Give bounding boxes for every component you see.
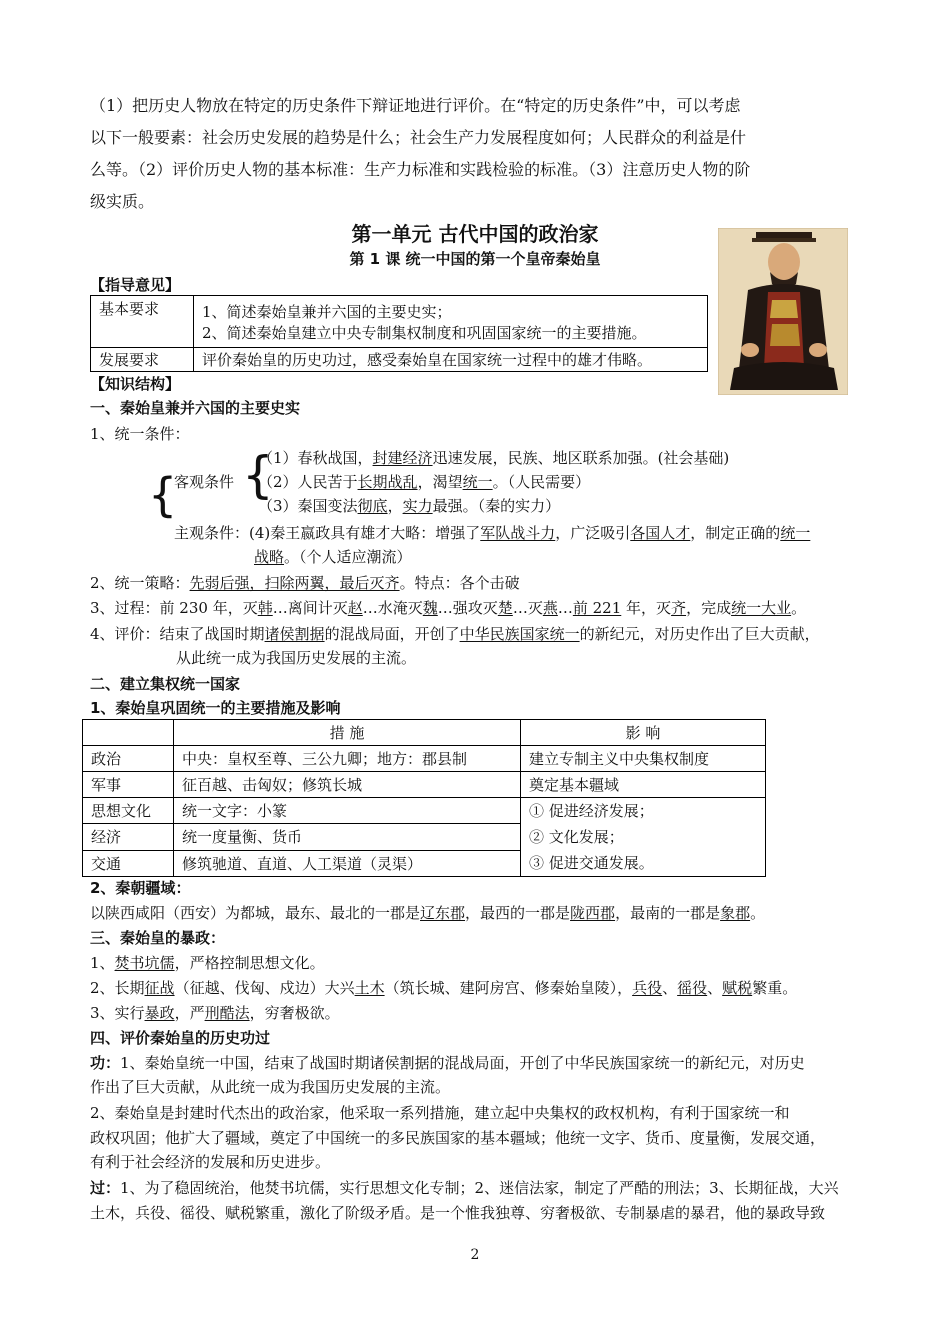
row-measure: 统一文字：小篆	[174, 798, 521, 824]
row-impact: 奠定基本疆域	[521, 772, 766, 798]
row-measure: 中央：皇权至尊、三公九卿；地方：郡县制	[174, 746, 521, 772]
row-field: 经济	[83, 824, 174, 850]
evaluation-line: 4、评价：结束了战国时期诸侯割据的混战局面，开创了中华民族国家统一的新纪元，对历史作出了巨大贡献，	[90, 625, 820, 643]
tyranny-item-3: 3、实行暴政，严刑酷法，穷奢极欲。	[90, 1004, 340, 1022]
merit-line-1: 功：1、秦始皇统一中国，结束了战国时期诸侯割据的混战局面，开创了中华民族国家统一的新纪元，对历史	[90, 1054, 805, 1072]
fault-line-2: 土木，兵役、徭役、赋税繁重，激化了阶级矛盾。是一个惟我独尊、穷奢极欲、专制暴虐的暴君，他的暴政导致	[90, 1204, 826, 1222]
basic-item-1: 1、简述秦始皇兼并六国的主要史实；	[202, 302, 452, 321]
process-line: 3、过程：前 230 年，灭韩…离间计灭赵…水淹灭魏…强攻灭楚…灭燕…前 221 年，灭齐，完成统一大业。	[90, 599, 807, 617]
strategy-line: 2、统一策略：先弱后强，扫除两翼，最后灭齐。特点：各个击破	[90, 574, 520, 592]
evaluation-line-cont: 从此统一成为我国历史发展的主流。	[176, 649, 417, 667]
column-header-measure: 措 施	[174, 720, 521, 746]
basic-label: 基本要求	[91, 296, 194, 348]
lesson-title: 第 1 课 统一中国的第一个皇帝秦始皇	[349, 250, 601, 268]
impact-item-2: ② 文化发展；	[529, 828, 624, 846]
column-header-impact: 影 响	[521, 720, 766, 746]
merit-line-3: 2、秦始皇是封建时代杰出的政治家，他采取一系列措施，建立起中央集权的政权机构，有利于国家统一和	[90, 1104, 790, 1122]
inner-brace: {	[242, 446, 274, 504]
condition-3: （3）秦国变法彻底，实力最强。（秦的实力）	[258, 497, 561, 515]
intro-line-4: 级实质。	[90, 192, 155, 211]
impact-item-1: ① 促进经济发展；	[529, 802, 654, 820]
intro-line-3: 么等。（2）评价历史人物的基本标准：生产力标准和实践检验的标准。（3）注意历史人物的阶	[90, 160, 751, 179]
outer-brace: {	[148, 468, 178, 522]
dev-text: 评价秦始皇的历史功过，感受秦始皇在国家统一过程中的雄才伟略。	[194, 348, 708, 372]
dev-label: 发展要求	[91, 348, 194, 372]
row-field: 思想文化	[83, 798, 174, 824]
basic-items-cell	[194, 296, 708, 348]
condition-1: （1）春秋战国，封建经济迅速发展，民族、地区联系加强。(社会基础)	[258, 449, 730, 467]
intro-line-2: 以下一般要素：社会历史发展的趋势是什么；社会生产力发展程度如何；人民群众的利益是什	[90, 128, 747, 147]
row-measure: 修筑驰道、直道、人工渠道（灵渠）	[174, 850, 521, 876]
territory-line: 以陕西咸阳（西安）为都城，最东、最北的一郡是辽东郡，最西的一郡是陇西郡，最南的一郡是象郡。	[90, 904, 766, 922]
conditions-title: 1、统一条件：	[90, 425, 190, 443]
row-field: 交通	[83, 850, 174, 876]
merit-label: 功：	[90, 1054, 121, 1072]
section-3-heading: 三、秦始皇的暴政：	[90, 929, 226, 947]
intro-line-1: （1）把历史人物放在特定的历史条件下辩证地进行评价。在“特定的历史条件”中，可以考虑	[90, 96, 741, 115]
measures-corner	[83, 720, 174, 746]
row-measure: 征百越、击匈奴；修筑长城	[174, 772, 521, 798]
unit-title: 第一单元 古代中国的政治家	[351, 222, 599, 246]
merit-line-4: 政权巩固；他扩大了疆域，奠定了中国统一的多民族国家的基本疆域；他统一文字、货币、度量衡，发展交通，	[90, 1129, 826, 1147]
measures-heading: 1、秦始皇巩固统一的主要措施及影响	[90, 699, 341, 717]
tyranny-item-1: 1、焚书坑儒，严格控制思想文化。	[90, 954, 325, 972]
subjective-condition: 主观条件：(4)秦王嬴政具有雄才大略：增强了军队战斗力，广泛吸引各国人才，制定正确的统一	[174, 524, 811, 542]
subjective-condition-cont: 战略。（个人适应潮流）	[254, 548, 412, 566]
guide-table	[90, 295, 708, 372]
qin-shi-huang-portrait	[718, 228, 848, 395]
page-number: 2	[470, 1247, 480, 1263]
impact-item-3: ③ 促进交通发展。	[529, 854, 654, 872]
fault-label: 过：	[90, 1179, 121, 1197]
objective-label: 客观条件	[174, 473, 235, 491]
row-field: 军事	[83, 772, 174, 798]
condition-2: （2）人民苦于长期战乱，渴望统一。（人民需要）	[258, 473, 591, 491]
basic-item-2: 2、简述秦始皇建立中央专制集权制度和巩固国家统一的主要措施。	[202, 323, 647, 342]
section-1-heading: 一、秦始皇兼并六国的主要史实	[90, 399, 301, 417]
row-impact: 建立专制主义中央集权制度	[521, 746, 766, 772]
measures-table	[82, 719, 766, 877]
fault-line-1: 过：1、为了稳固统治，他焚书坑儒，实行思想文化专制；2、迷信法家，制定了严酷的刑法；3、长期征战，大兴	[90, 1179, 839, 1197]
tyranny-item-2: 2、长期征战（征越、伐匈、戍边）大兴土木（筑长城、建阿房宫、修秦始皇陵），兵役、徭役、赋税繁重。	[90, 979, 798, 997]
section-2-heading: 二、建立集权统一国家	[90, 675, 241, 693]
knowledge-heading: 【知识结构】	[90, 375, 181, 393]
merit-line-2: 作出了巨大贡献，从此统一成为我国历史发展的主流。	[90, 1078, 451, 1096]
merit-line-5: 有利于社会经济的发展和历史进步。	[90, 1153, 331, 1171]
territory-heading: 2、秦朝疆域：	[90, 879, 191, 897]
section-4-heading: 四、评价秦始皇的历史功过	[90, 1029, 271, 1047]
guide-heading: 【指导意见】	[90, 276, 181, 294]
row-measure: 统一度量衡、货币	[174, 824, 521, 850]
row-field: 政治	[83, 746, 174, 772]
merged-impact-cell	[521, 798, 766, 877]
